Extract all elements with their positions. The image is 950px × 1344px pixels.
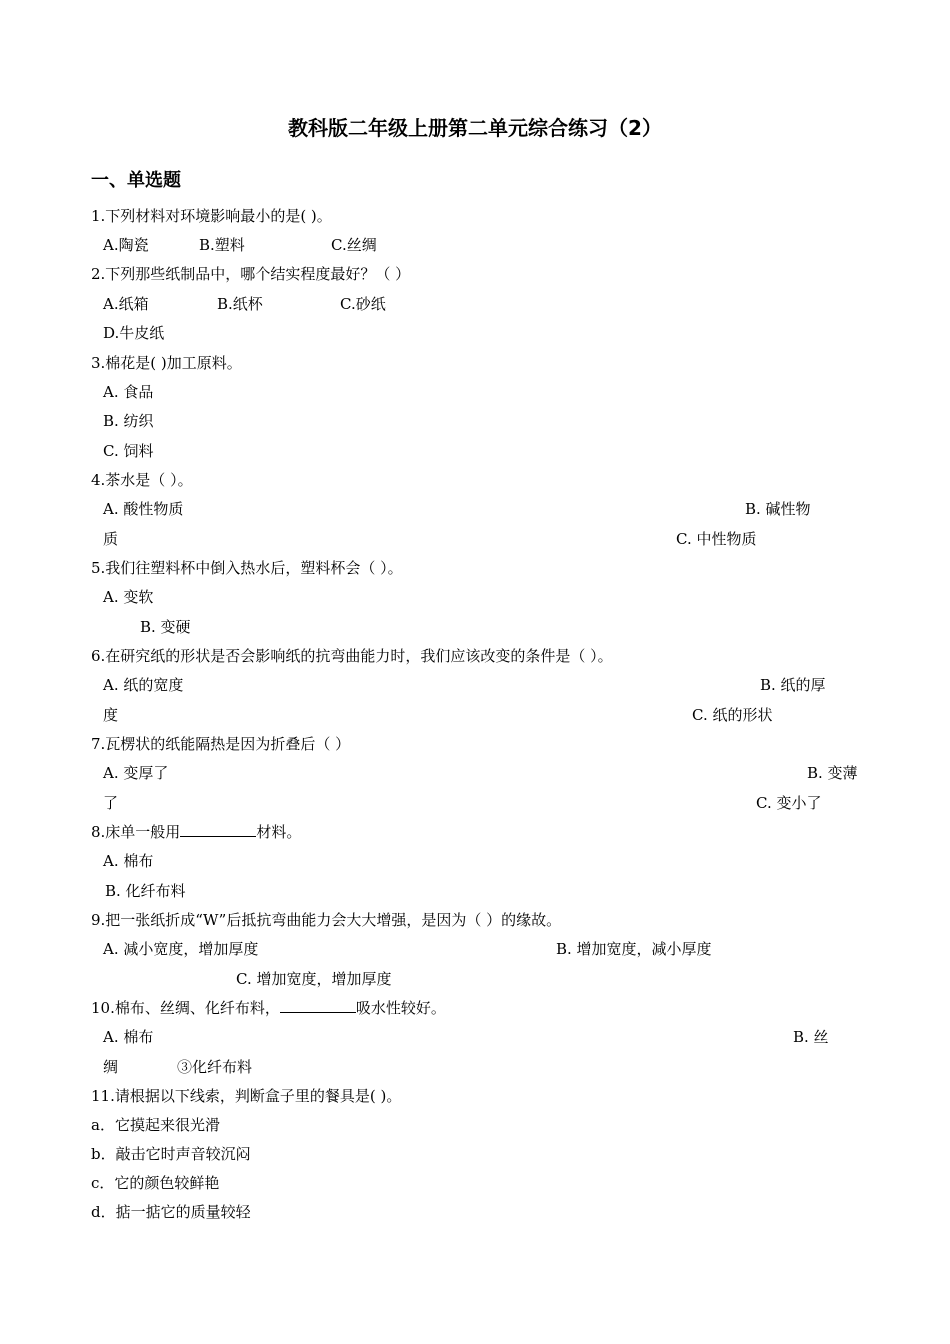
question-8-stem-start: 8.床单一般用 [91,823,181,841]
question-10-option-a[interactable]: A. 棉布 [103,1028,154,1046]
question-4-option-b-wrap: 质 [103,530,119,548]
question-10-option-b-wrap: 绸 [103,1058,119,1076]
question-5-option-a[interactable]: A. 变软 [103,588,154,606]
question-8-option-a[interactable]: A. 棉布 [103,852,154,870]
question-10-stem-end: 吸水性较好。 [355,999,446,1017]
question-7-option-a[interactable]: A. 变厚了 [103,764,169,782]
question-3-stem: 3.棉花是( )加工原料。 [91,354,242,372]
question-8-stem-end: 材料。 [256,823,302,841]
question-6-option-b-wrap: 度 [103,706,119,724]
question-9-option-b[interactable]: B. 增加宽度，减小厚度 [556,940,712,958]
question-11-stem: 11.请根据以下线索，判断盒子里的餐具是( )。 [91,1087,402,1105]
question-4-option-c[interactable]: C. 中性物质 [676,530,757,548]
question-10-option-b[interactable]: B. 丝 [793,1028,829,1046]
question-7-option-b-wrap: 了 [103,794,119,812]
question-2-option-b[interactable]: B.纸杯 [217,295,263,313]
question-7-option-c[interactable]: C. 变小了 [756,794,822,812]
question-10-stem [91,998,446,1018]
question-10-stem-start: 10.棉布、丝绸、化纤布料， [91,999,280,1017]
question-2-stem: 2.下列那些纸制品中，哪个结实程度最好？（ ） [91,265,411,283]
question-6-stem: 6.在研究纸的形状是否会影响纸的抗弯曲能力时，我们应该改变的条件是（ ）。 [91,647,613,665]
question-11-clue-b: b．敲击它时声音较沉闷 [91,1145,251,1163]
question-4-option-a[interactable]: A. 酸性物质 [103,500,184,518]
question-1-stem: 1.下列材料对环境影响最小的是( )。 [91,207,332,225]
question-9-option-a[interactable]: A. 减小宽度，增加厚度 [103,940,259,958]
question-11-clue-c: c．它的颜色较鲜艳 [91,1174,220,1192]
question-6-option-b[interactable]: B. 纸的厚 [760,676,826,694]
question-3-option-a[interactable]: A. 食品 [103,383,154,401]
question-8-option-b[interactable]: B. 化纤布料 [105,882,186,900]
answer-blank[interactable] [280,998,356,1013]
question-11-clue-a: a．它摸起来很光滑 [91,1116,220,1134]
page-title: 教科版二年级上册第二单元综合练习（2） [288,116,662,140]
question-1-option-c[interactable]: C.丝绸 [331,236,377,254]
section-heading: 一、单选题 [91,170,181,191]
question-6-option-a[interactable]: A. 纸的宽度 [103,676,184,694]
question-6-option-c[interactable]: C. 纸的形状 [692,706,773,724]
question-3-option-c[interactable]: C. 饲料 [103,442,154,460]
question-4-stem: 4.茶水是（ ）。 [91,471,193,489]
question-7-option-b[interactable]: B. 变薄 [807,764,858,782]
question-3-option-b[interactable]: B. 纺织 [103,412,154,430]
answer-blank[interactable] [180,822,256,837]
question-9-option-c[interactable]: C. 增加宽度，增加厚度 [236,970,392,988]
question-10-option-c[interactable]: ③化纤布料 [177,1058,253,1076]
question-4-option-b[interactable]: B. 碱性物 [745,500,811,518]
question-11-clue-d: d．掂一掂它的质量较轻 [91,1203,251,1221]
question-2-option-d[interactable]: D.牛皮纸 [103,324,165,342]
question-9-stem: 9.把一张纸折成“W”后抵抗弯曲能力会大大增强，是因为（ ）的缘故。 [91,911,562,929]
question-1-option-a[interactable]: A.陶瓷 [103,236,149,254]
question-8-stem [91,822,301,842]
question-2-option-c[interactable]: C.砂纸 [340,295,386,313]
question-5-stem: 5.我们往塑料杯中倒入热水后，塑料杯会（ ）。 [91,559,403,577]
question-5-option-b[interactable]: B. 变硬 [140,618,191,636]
question-1-option-b[interactable]: B.塑料 [199,236,245,254]
question-7-stem: 7.瓦楞状的纸能隔热是因为折叠后（ ） [91,735,351,753]
question-2-option-a[interactable]: A.纸箱 [103,295,149,313]
